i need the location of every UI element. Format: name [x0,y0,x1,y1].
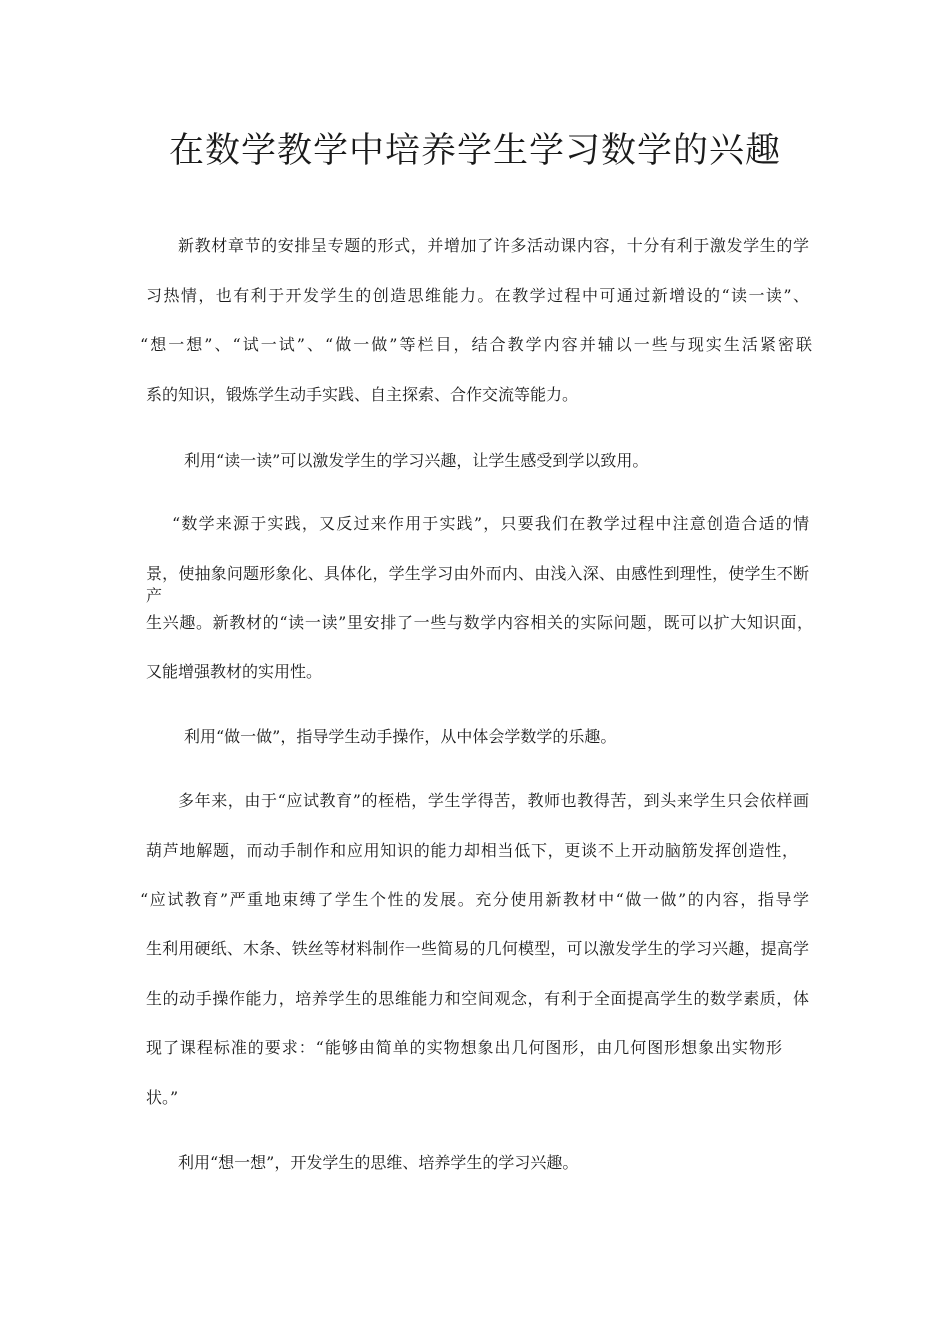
paragraph-1-line-4: 系的知识，锻炼学生动手实践、自主探索、合作交流等能力。 [146,385,579,404]
paragraph-2-line-4: 又能增强教材的实用性。 [146,662,323,681]
paragraph-3-line-3: “应试教育”严重地束缚了学生个性的发展。充分使用新教材中“做一做”的内容，指导学 [140,890,809,909]
paragraph-1-line-3: “想一想”、“试一试”、“做一做”等栏目，结合教学内容并辅以一些与现实生活紧密联 [140,335,812,354]
section-heading-think: 利用“想一想”，开发学生的思维、培养学生的学习兴趣。 [178,1153,579,1172]
section-heading-do: 利用“做一做”，指导学生动手操作，从中体会学数学的乐趣。 [184,727,617,746]
paragraph-3-line-1: 多年来，由于“应试教育”的桎梏，学生学得苦，教师也教得苦，到头来学生只会依样画 [178,791,809,810]
paragraph-1-line-1: 新教材章节的安排呈专题的形式，并增加了许多活动课内容，十分有利于激发学生的学 [178,236,809,255]
paragraph-2-line-1: “数学来源于实践，又反过来作用于实践”，只要我们在教学过程中注意创造合适的情 [172,514,809,533]
paragraph-2-line-3: 生兴趣。新教材的“读一读”里安排了一些与数学内容相关的实际问题，既可以扩大知识面， [146,613,813,632]
paragraph-1-line-2: 习热情，也有利于开发学生的创造思维能力。在教学过程中可通过新增设的“读一读”、 [146,286,809,305]
paragraph-3-line-7: 状。” [146,1088,179,1107]
paragraph-3-line-6: 现了课程标准的要求：“能够由简单的实物想象出几何图形，由几何图形想象出实物形 [146,1038,782,1057]
section-heading-read: 利用“读一读”可以激发学生的学习兴趣，让学生感受到学以致用。 [184,451,649,470]
paragraph-2-line-2: 景，使抽象问题形象化、具体化，学生学习由外而内、由浅入深、由感性到理性，使学生不断产 [146,564,809,605]
paragraph-3-line-4: 生利用硬纸、木条、铁丝等材料制作一些简易的几何模型，可以激发学生的学习兴趣，提高学 [146,939,809,958]
document-title: 在数学教学中培养学生学习数学的兴趣 [168,131,781,171]
paragraph-3-line-5: 生的动手操作能力，培养学生的思维能力和空间观念，有利于全面提高学生的数学素质，体 [146,989,809,1008]
paragraph-3-line-2: 葫芦地解题，而动手制作和应用知识的能力却相当低下，更谈不上开动脑筋发挥创造性， [146,841,798,860]
